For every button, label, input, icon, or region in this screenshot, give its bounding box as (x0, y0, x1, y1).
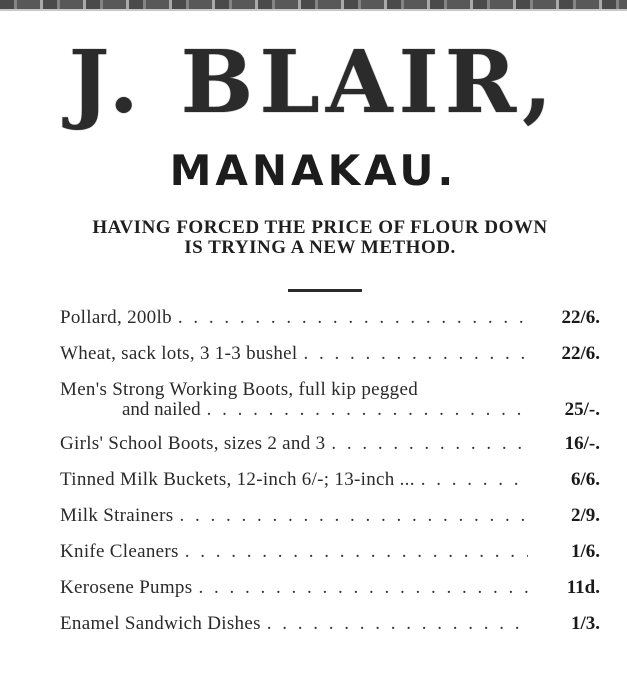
item-description: Tinned Milk Buckets, 12-inch 6/-; 13-inch ... (60, 470, 415, 490)
merchant-name: J. BLAIR, (68, 32, 559, 133)
item-price: 16/-. (564, 433, 600, 454)
item-price: 2/9. (570, 505, 600, 526)
list-item (60, 434, 600, 454)
top-border-shadow (0, 9, 627, 11)
leader-dots (267, 614, 528, 634)
item-price: 6/6. (570, 469, 600, 490)
leader-dots (421, 470, 528, 490)
leader-dots (179, 506, 528, 526)
item-description: Girls' School Boots, sizes 2 and 3 (60, 434, 326, 454)
item-description: Knife Cleaners (60, 542, 179, 562)
merchant-location: MANAKAU. (169, 146, 458, 195)
item-description: Kerosene Pumps (60, 578, 193, 598)
item-description: Pollard, 200lb (60, 308, 172, 328)
item-description: Enamel Sandwich Dishes (60, 614, 261, 634)
item-price: 22/6. (561, 343, 600, 364)
tagline (40, 218, 600, 258)
leader-dots (303, 344, 528, 364)
item-price: 11d. (566, 577, 600, 598)
leader-dots (185, 542, 528, 562)
leader-dots (331, 434, 528, 454)
item-price: 22/6. (561, 307, 600, 328)
leader-dots (207, 400, 528, 420)
item-price: 1/3. (570, 613, 600, 634)
list-item (60, 344, 600, 364)
item-description: Milk Strainers (60, 506, 174, 526)
item-price: 25/-. (564, 399, 600, 420)
item-price: 1/6. (570, 541, 600, 562)
section-divider (288, 289, 362, 292)
leader-dots (178, 308, 528, 328)
item-description-continued: and nailed (122, 400, 201, 420)
list-item (60, 578, 600, 598)
list-item (60, 308, 600, 328)
list-item (60, 380, 600, 420)
item-description: Wheat, sack lots, 3 1-3 bushel (60, 344, 298, 364)
price-list (60, 308, 600, 650)
list-item (60, 506, 600, 526)
tagline-line-1: HAVING FORCED THE PRICE OF FLOUR DOWN (92, 217, 548, 238)
list-item (60, 542, 600, 562)
item-description: Men's Strong Working Boots, full kip pegged (60, 380, 419, 400)
list-item (60, 614, 600, 634)
top-border-rule (0, 0, 627, 9)
leader-dots (198, 578, 528, 598)
list-item (60, 470, 600, 490)
tagline-line-2: IS TRYING A NEW METHOD. (184, 237, 456, 258)
